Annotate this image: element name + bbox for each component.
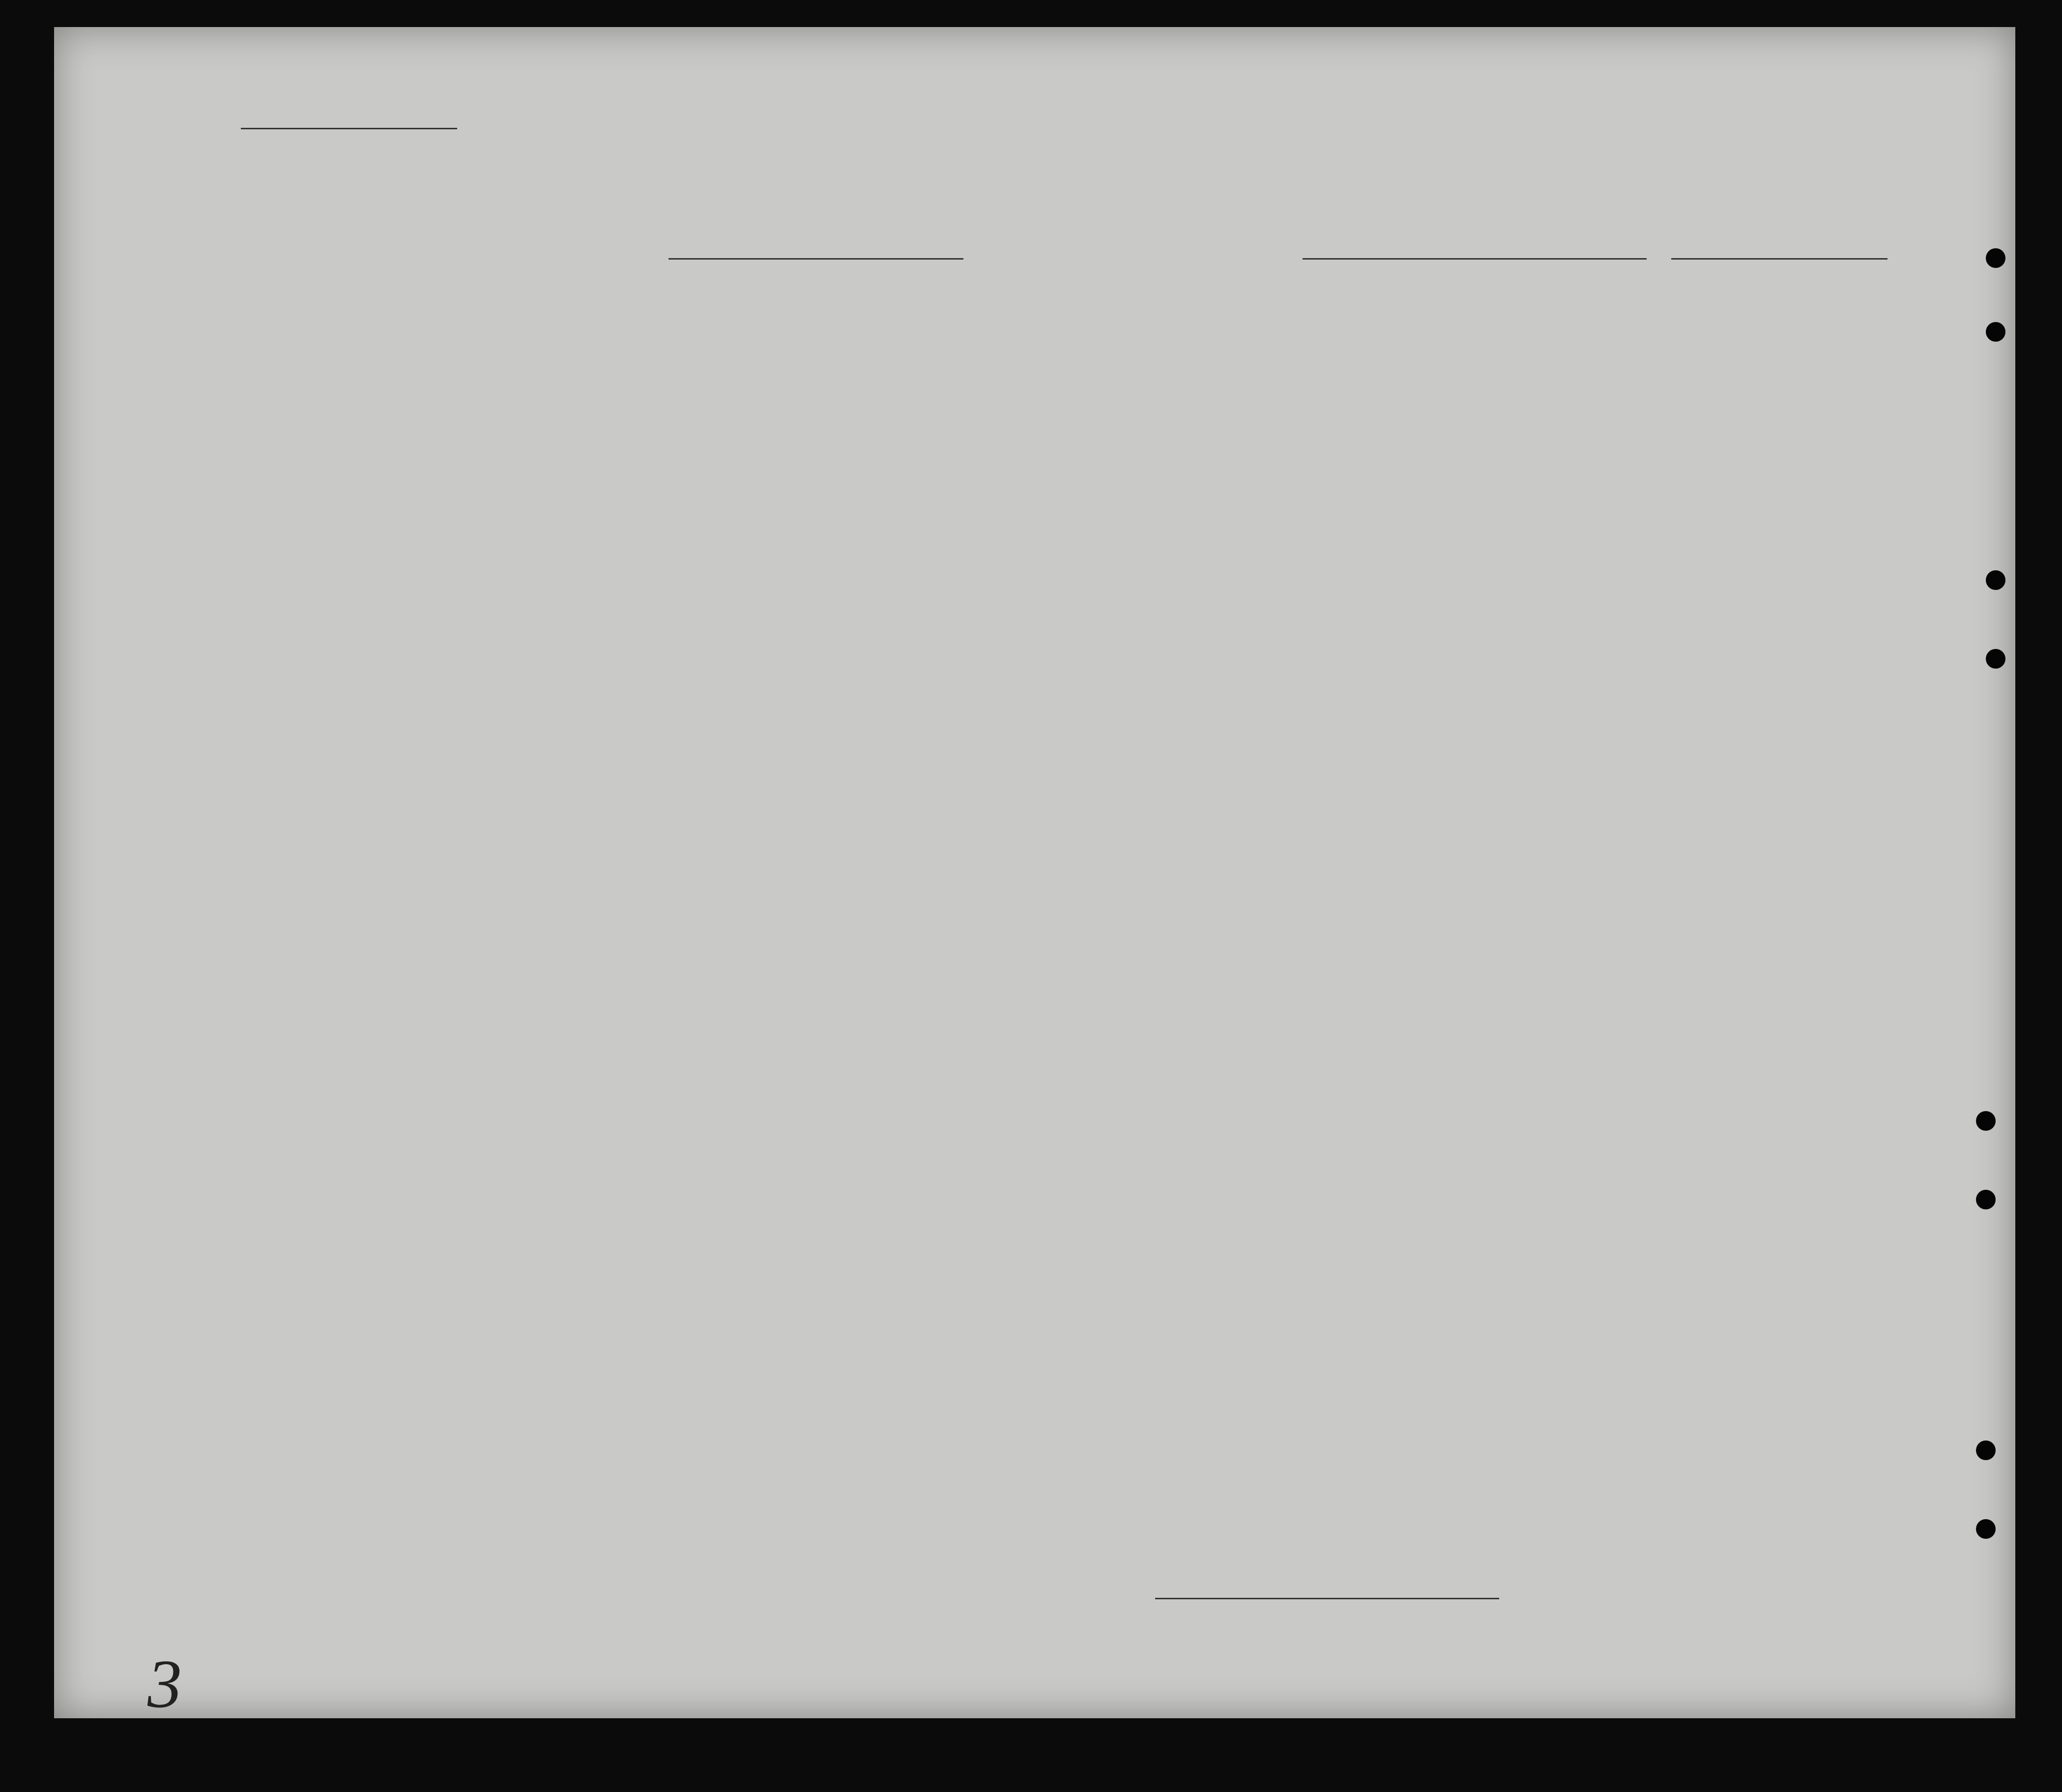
handwritten-page-mark: 3 [147,1646,182,1718]
binder-hole [1986,248,2005,268]
binder-hole [1986,322,2005,342]
manifest-sheet [54,27,2015,1718]
binder-hole [1976,1111,1996,1131]
binder-hole [1976,1440,1996,1460]
binder-hole [1986,570,2005,590]
binder-hole [1976,1190,1996,1209]
binder-hole [1976,1519,1996,1539]
binder-hole [1986,649,2005,669]
